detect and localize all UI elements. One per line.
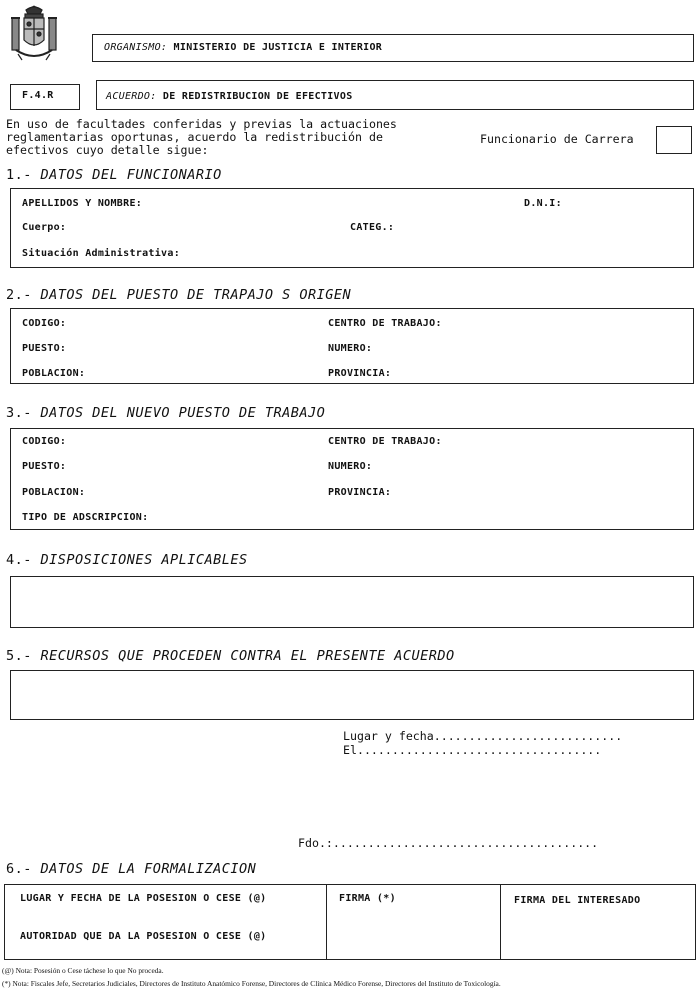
intro-line-1: En uso de facultades conferidas y previas la actuaciones [6,117,397,131]
section-3-title: DATOS DEL NUEVO PUESTO DE TRABAJO [40,405,326,421]
acuerdo-line [106,91,353,102]
acuerdo-label: ACUERDO: [106,91,157,102]
section-1-heading [6,167,222,183]
dni-field[interactable]: D.N.I: [524,198,562,209]
origen-provincia-field[interactable]: PROVINCIA: [328,368,392,379]
situacion-field[interactable]: Situación Administrativa: [22,248,181,259]
section-6-number: 6.- [6,861,32,877]
lugar-posesion-field[interactable]: LUGAR Y FECHA DE LA POSESION O CESE (@) [20,893,267,904]
organismo-label [104,42,382,53]
firma-interesado-field[interactable]: FIRMA DEL INTERESADO [514,895,641,906]
section-6-heading [6,861,256,877]
nuevo-numero-field[interactable]: NUMERO: [328,461,373,472]
tipo-adscripcion-field[interactable]: TIPO DE ADSCRIPCION: [22,512,149,523]
section-3-heading [6,405,325,421]
footnote-2: (*) Nota: Fiscales Jefe, Secretarios Judiciales, Directores de Instituto Anatómico Forense, Directores de Clínica Médico Forense, Directores del Instituto de Toxicología. [2,979,501,988]
nuevo-centro-field[interactable]: CENTRO DE TRABAJO: [328,436,442,447]
cuerpo-field[interactable]: Cuerpo: [22,222,67,233]
section-4-number: 4.- [6,552,32,568]
coat-of-arms-seal [8,4,60,66]
fdo-line[interactable]: Fdo.:...................................... [298,836,599,850]
recursos-box[interactable] [10,670,694,720]
formalizacion-divider-2 [500,884,501,960]
section-1-title: DATOS DEL FUNCIONARIO [40,167,222,183]
disposiciones-box[interactable] [10,576,694,628]
section-6-title: DATOS DE LA FORMALIZACION [40,861,257,877]
section-5-number: 5.- [6,648,32,664]
origen-codigo-field[interactable]: CODIGO: [22,318,67,329]
intro-line-2: reglamentarias oportunas, acuerdo la redistribución de [6,130,383,144]
organismo-value: MINISTERIO DE JUSTICIA E INTERIOR [173,42,383,53]
section-2-number: 2.- [6,287,32,303]
section-5-title: RECURSOS QUE PROCEDEN CONTRA EL PRESENTE ACUERDO [40,648,455,664]
section-2-heading [6,287,351,303]
funcionario-carrera-checkbox[interactable] [656,126,692,154]
origen-numero-field[interactable]: NUMERO: [328,343,373,354]
apellidos-field[interactable]: APELLIDOS Y NOMBRE: [22,198,143,209]
section-4-title: DISPOSICIONES APLICABLES [40,552,248,568]
firma-field[interactable]: FIRMA (*) [339,893,396,904]
nuevo-poblacion-field[interactable]: POBLACION: [22,487,86,498]
lugar-fecha-line[interactable]: Lugar y fecha........................... [343,729,623,743]
autoridad-field[interactable]: AUTORIDAD QUE DA LA POSESION O CESE (@) [20,931,267,942]
section-2-title: DATOS DEL PUESTO DE TRAPAJO S ORIGEN [40,287,352,303]
nuevo-provincia-field[interactable]: PROVINCIA: [328,487,392,498]
origen-poblacion-field[interactable]: POBLACION: [22,368,86,379]
organismo-label-text: ORGANISMO: [104,42,168,53]
section-3-number: 3.- [6,405,32,421]
formalizacion-divider-1 [326,884,327,960]
form-code: F.4.R [22,90,54,101]
footnote-1: (@) Nota: Posesión o Cese táchese lo que No proceda. [2,966,164,975]
section-5-heading [6,648,455,664]
funcionario-carrera-label: Funcionario de Carrera [480,132,634,146]
nuevo-puesto-field[interactable]: PUESTO: [22,461,67,472]
nuevo-codigo-field[interactable]: CODIGO: [22,436,67,447]
origen-puesto-field[interactable]: PUESTO: [22,343,67,354]
intro-line-3: efectivos cuyo detalle sigue: [6,143,209,157]
section-4-heading [6,552,248,568]
categ-field[interactable]: CATEG.: [350,222,395,233]
acuerdo-value: DE REDISTRIBUCION DE EFECTIVOS [162,91,353,102]
origen-centro-field[interactable]: CENTRO DE TRABAJO: [328,318,442,329]
el-line[interactable]: El................................... [343,743,602,757]
section-1-number: 1.- [6,167,32,183]
